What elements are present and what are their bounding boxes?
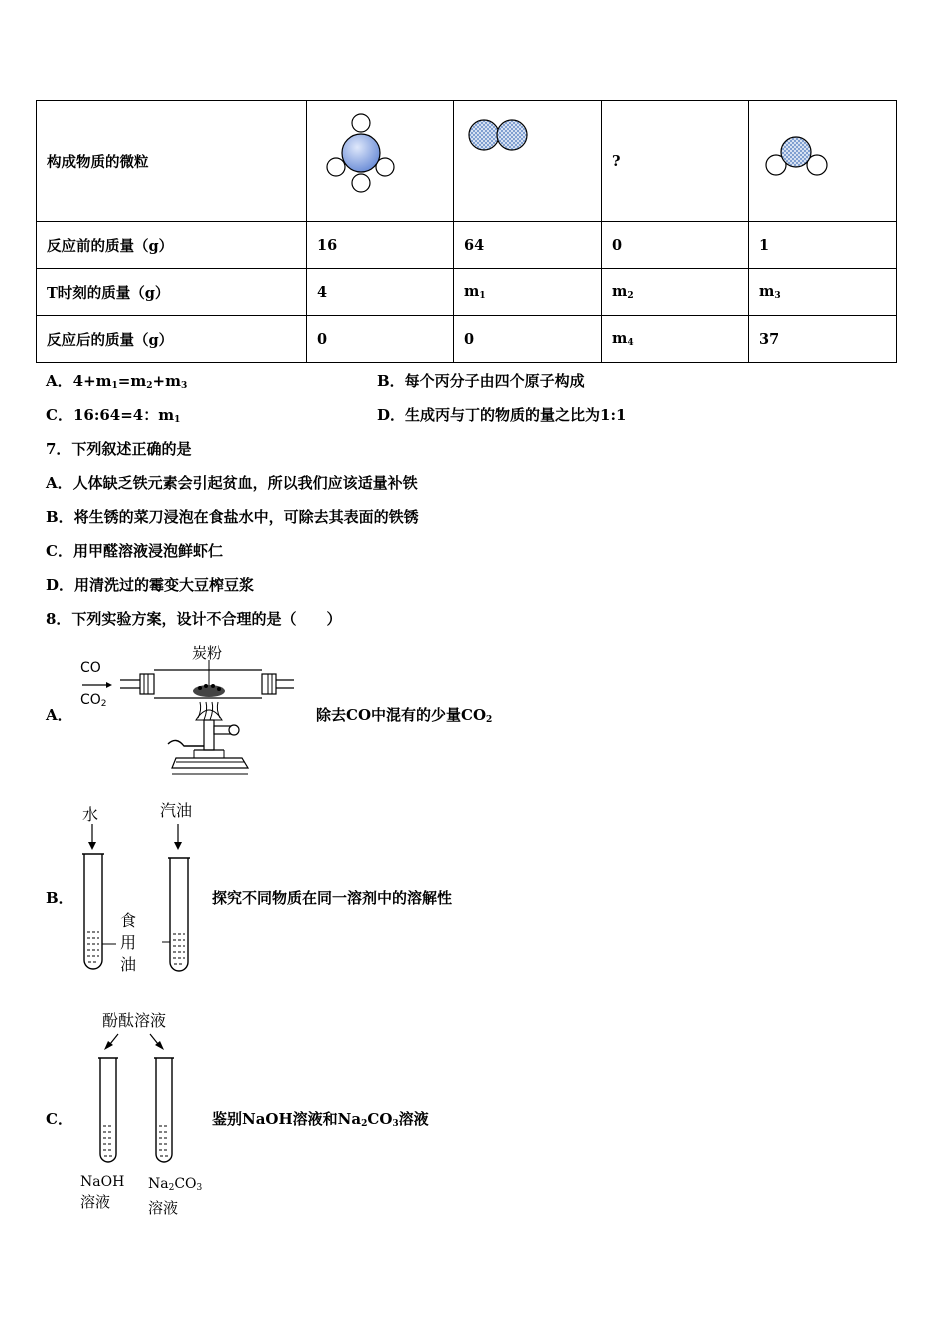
table-row (37, 269, 897, 316)
q8-option-b-figure (70, 796, 210, 982)
q6-option-c: C．16:64=4：$m_1$ (46, 406, 181, 425)
q7-option-b: B．将生锈的菜刀浸泡在食盐水中，可除去其表面的铁锈 (46, 508, 419, 526)
carbon-powder-label: 炭粉 (192, 644, 223, 662)
tube-furnace-apparatus-icon (76, 640, 306, 782)
phenolphthalein-label: 酚酞溶液 (102, 1011, 167, 1030)
row-label: T时刻的质量（g） (37, 269, 307, 316)
particle-cell-4 (749, 101, 897, 222)
mass-cell: 4 (307, 269, 454, 316)
table-row (37, 101, 897, 222)
mass-cell: $m_2$ (602, 269, 749, 316)
q6-option-b: B．每个丙分子由四个原子构成 (377, 372, 585, 390)
water-label: 水 (82, 805, 99, 824)
mass-cell: 1 (749, 222, 897, 269)
mass-cell: 37 (749, 316, 897, 363)
mass-cell: 64 (454, 222, 602, 269)
q8-option-a-desc: 除去CO中混有的少量$CO_2$ (316, 706, 493, 725)
q6-option-a: A．$4+m_1=m_2+m_3$ (46, 372, 188, 391)
mass-cell: 0 (307, 316, 454, 363)
na2co3-solution-label: $Na_2CO_3$ 溶液 (148, 1176, 203, 1217)
q7-option-a: A．人体缺乏铁元素会引起贫血，所以我们应该适量补铁 (46, 474, 418, 492)
mass-cell: 0 (602, 222, 749, 269)
co-label: CO (80, 660, 101, 676)
table-row (37, 222, 897, 269)
table-row (37, 316, 897, 363)
q7-option-c: C．用甲醛溶液浸泡鲜虾仁 (46, 542, 223, 560)
co2-label: $CO_2$ (80, 692, 107, 709)
molecule-ch4-icon (317, 109, 437, 209)
naoh-solution-label: NaOH 溶液 (80, 1174, 125, 1211)
mass-cell: 16 (307, 222, 454, 269)
q8-option-a-figure (76, 640, 306, 782)
q7-stem: 7．下列叙述正确的是 (46, 440, 192, 458)
q8-option-c-desc: 鉴别NaOH溶液和$Na_2CO_3$溶液 (212, 1110, 429, 1129)
q8-option-c-label: C． (46, 1110, 73, 1128)
particle-cell-1 (307, 101, 454, 222)
q8-option-b-desc: 探究不同物质在同一溶剂中的溶解性 (212, 889, 453, 907)
row-label: 反应后的质量（g） (37, 316, 307, 363)
q8-stem: 8．下列实验方案，设计不合理的是（ ） (46, 610, 342, 628)
molecule-o2-icon (464, 109, 584, 209)
particle-cell-3: ? (602, 101, 749, 222)
row-label: 构成物质的微粒 (37, 101, 307, 222)
cooking-oil-label: 食 用 油 (120, 911, 137, 974)
q8-option-b-label: B． (46, 889, 74, 907)
mass-cell: 0 (454, 316, 602, 363)
mass-cell: $m_3$ (749, 269, 897, 316)
q8-option-a-label: A． (46, 706, 73, 724)
gasoline-label: 汽油 (160, 801, 193, 820)
q6-option-d: D．生成丙与丁的物质的量之比为1:1 (377, 406, 627, 424)
mass-cell: $m_4$ (602, 316, 749, 363)
mass-cell: $m_1$ (454, 269, 602, 316)
row-label: 反应前的质量（g） (37, 222, 307, 269)
particle-cell-2 (454, 101, 602, 222)
particle-mass-table (36, 100, 897, 363)
q8-option-c-figure (78, 1004, 210, 1216)
molecule-h2o-icon (759, 109, 879, 209)
q7-option-d: D．用清洗过的霉变大豆榨豆浆 (46, 576, 255, 594)
